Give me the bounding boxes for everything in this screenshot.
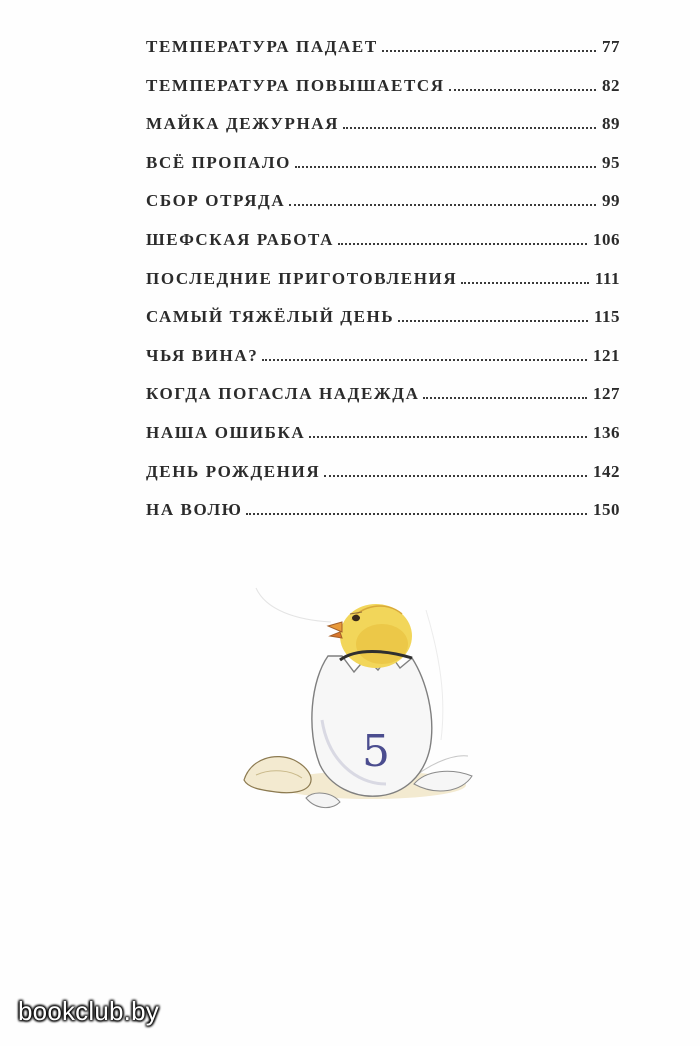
dot-leader (289, 204, 596, 206)
toc-entry-title: СБОР ОТРЯДА (146, 191, 286, 211)
dot-leader (309, 436, 587, 438)
toc-entry (146, 191, 620, 230)
dot-leader (324, 475, 587, 477)
dot-leader (423, 397, 587, 399)
toc-entry-page: 142 (593, 461, 620, 481)
toc-entry (146, 462, 620, 501)
egg-number: 5 (362, 726, 390, 777)
toc-entry (146, 307, 620, 346)
dot-leader (262, 359, 587, 361)
dot-leader (246, 513, 587, 515)
toc-entry-title: ВСЁ ПРОПАЛО (146, 152, 291, 172)
toc-entry-page: 82 (602, 75, 620, 95)
toc-entry-page: 95 (602, 152, 620, 172)
toc-entry-title: САМЫЙ ТЯЖЁЛЫЙ ДЕНЬ (146, 307, 395, 327)
dot-leader (295, 166, 596, 168)
toc-entry-title: КОГДА ПОГАСЛА НАДЕЖДА (146, 384, 420, 404)
toc-entry-page: 77 (602, 37, 620, 56)
toc-entry-page: 89 (602, 114, 620, 134)
toc-entry (146, 346, 620, 385)
dot-leader (338, 243, 587, 245)
toc-entry-page: 127 (593, 384, 620, 404)
toc-entry-title: НА ВОЛЮ (146, 500, 243, 520)
toc-entry-page: 136 (593, 422, 620, 442)
toc-entry-page: 99 (602, 191, 620, 211)
toc-entry-page: 106 (593, 229, 620, 249)
toc-entry-title: ДЕНЬ РОЖДЕНИЯ (146, 461, 321, 481)
toc-entry (146, 114, 620, 153)
chick-in-egg-illustration (236, 570, 486, 840)
watermark-text: bookclub.by (18, 996, 159, 1026)
toc-entry (146, 423, 620, 462)
toc-entry-page: 111 (594, 268, 620, 288)
dot-leader (382, 50, 596, 52)
toc-entry-title: ТЕМПЕРАТУРА ПОВЫШАЕТСЯ (146, 75, 445, 95)
toc-entry-title: ЧЬЯ ВИНА? (146, 345, 259, 365)
toc-entry (146, 269, 620, 308)
toc-entry-title: ШЕФСКАЯ РАБОТА (146, 229, 335, 249)
dot-leader (398, 320, 588, 322)
dot-leader (343, 127, 596, 129)
toc-entry (146, 384, 620, 423)
toc-entry-page: 115 (593, 307, 620, 327)
table-of-contents (146, 37, 620, 539)
dot-leader (449, 89, 596, 91)
toc-entry (146, 500, 620, 539)
toc-entry-title: ПОСЛЕДНИЕ ПРИГОТОВЛЕНИЯ (146, 268, 458, 288)
toc-entry-page: 150 (593, 500, 620, 520)
toc-entry (146, 37, 620, 76)
toc-entry (146, 76, 620, 115)
toc-entry (146, 230, 620, 269)
toc-entry (146, 153, 620, 192)
toc-entry-title: НАША ОШИБКА (146, 422, 306, 442)
chick-hatching-from-egg-icon (236, 570, 486, 840)
toc-entry-title: ТЕМПЕРАТУРА ПАДАЕТ (146, 37, 378, 56)
dot-leader (461, 282, 589, 284)
toc-entry-page: 121 (593, 345, 620, 365)
toc-entry-title: МАЙКА ДЕЖУРНАЯ (146, 114, 340, 134)
